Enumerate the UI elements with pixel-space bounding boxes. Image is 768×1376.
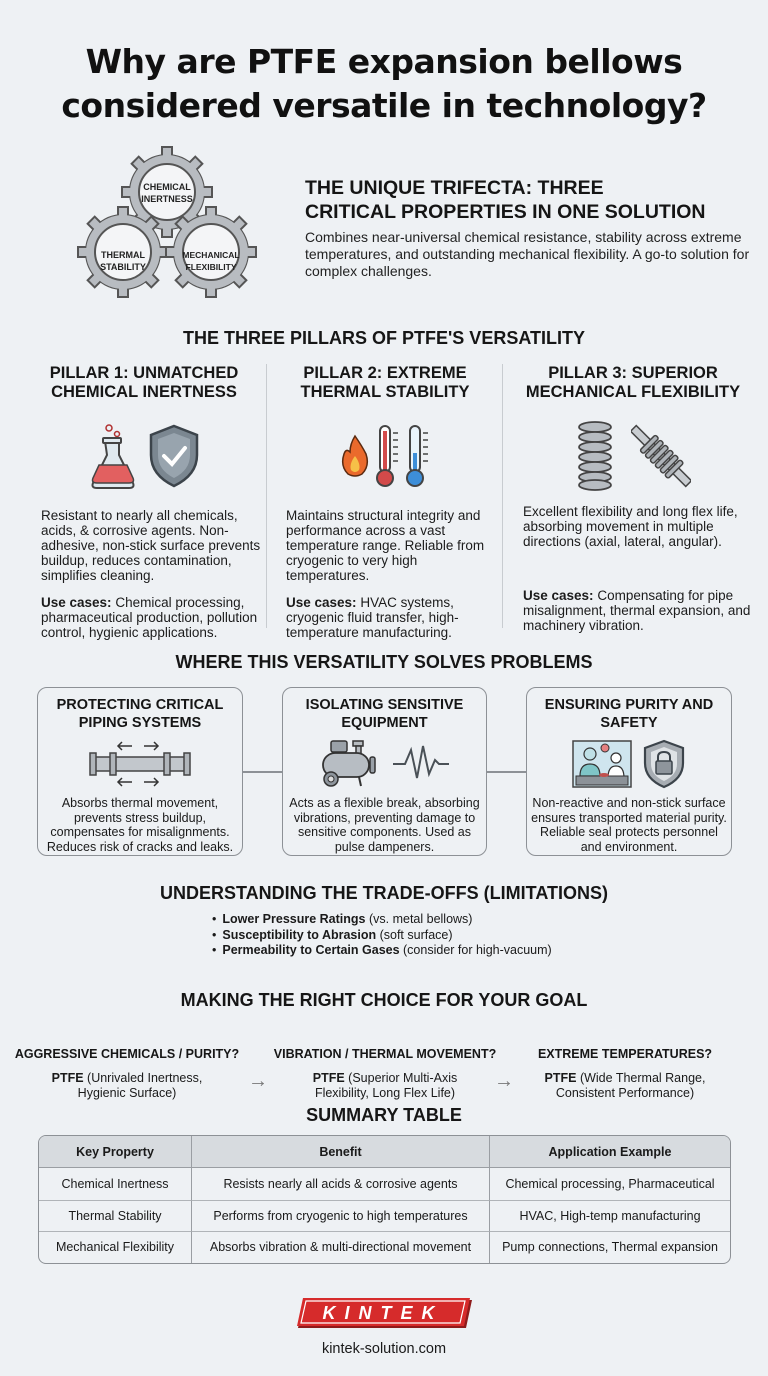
page-title <box>0 40 768 128</box>
summary-title: SUMMARY TABLE <box>306 1105 462 1125</box>
table-cell: Mechanical Flexibility <box>39 1231 191 1263</box>
compressor-icon <box>319 739 381 789</box>
card-connector <box>486 771 526 773</box>
card-description: Acts as a flexible break, absorbing vibrations, preventing damage to sensitive components. Used as pulse dampeners. <box>289 796 480 854</box>
limitations-list <box>212 912 552 959</box>
svg-text:CHEMICAL: CHEMICAL <box>143 182 191 192</box>
pillar-title: PILLAR 1: UNMATCHED CHEMICAL INERTNESS <box>49 364 239 401</box>
vibration-wave-icon <box>391 742 451 786</box>
limitation-item: • Permeability to Certain Gases (consider for high-vacuum) <box>212 943 552 959</box>
goal-temperatures <box>500 1047 750 1101</box>
pillar-title: PILLAR 3: SUPERIOR MECHANICAL FLEXIBILITY <box>525 364 741 401</box>
pillars-section-title: THE THREE PILLARS OF PTFE'S VERSATILITY <box>183 328 585 348</box>
table-cell: Chemical Inertness <box>61 1176 169 1191</box>
limitation-item: • Lower Pressure Ratings (vs. metal bellows) <box>212 912 552 928</box>
svg-text:THERMAL: THERMAL <box>101 250 145 260</box>
table-row <box>39 1200 730 1232</box>
column-header: Application Example <box>489 1136 730 1168</box>
pillar-description: Resistant to nearly all chemicals, acids, & corrosive agents. Non-adhesive, non-stick surface prevents buildup, reduces contamination, simplifies cleaning. <box>41 508 261 583</box>
table-row <box>39 1168 730 1200</box>
trifecta-heading-line-2: CRITICAL PROPERTIES IN ONE SOLUTION <box>305 201 706 223</box>
pillar-use-cases: Use cases: HVAC systems, cryogenic fluid transfer, high-temperature manufacturing. <box>286 595 459 640</box>
table-cell: Absorbs vibration & multi-directional movement <box>191 1231 489 1263</box>
card-description: Non-reactive and non-stick surface ensures transported material purity. Reliable seal protects personnel and environment. <box>531 796 727 854</box>
flask-icon <box>87 423 139 489</box>
goal-answer: PTFE (Wide Thermal Range, Consistent Performance) <box>544 1071 706 1100</box>
pillar-use-cases: Use cases: Compensating for pipe misalignment, thermal expansion, and machinery vibration. <box>523 588 751 633</box>
goal-answer: PTFE (Superior Multi-Axis Flexibility, Long Flex Life) <box>312 1071 458 1100</box>
table-cell: Thermal Stability <box>39 1200 191 1232</box>
pillar-title: PILLAR 2: EXTREME THERMAL STABILITY <box>300 364 470 401</box>
card-title: PROTECTING CRITICAL PIPING SYSTEMS <box>56 697 224 731</box>
thermometer-cold-icon <box>404 423 430 489</box>
pipe-expansion-icon <box>88 741 192 787</box>
column-header: Key Property <box>39 1136 191 1168</box>
flame-icon <box>340 434 370 478</box>
bellows-icon <box>631 421 691 491</box>
pillar-description: Maintains structural integrity and performance across a vast temperature range. Reliable from cryogenic to very high temperatures. <box>286 508 485 583</box>
goal-answer: PTFE (Unrivaled Inertness, Hygienic Surface) <box>51 1071 203 1100</box>
shield-check-icon <box>147 423 201 489</box>
goal-chemicals <box>2 1047 252 1101</box>
table-cell: Resists nearly all acids & corrosive agents <box>191 1168 489 1200</box>
goal-question: VIBRATION / THERMAL MOVEMENT? <box>273 1047 497 1061</box>
svg-text:KINTEK: KINTEK <box>322 1303 444 1323</box>
card-description: Absorbs thermal movement, prevents stress buildup, compensates for misalignments. Reduces risk of cracks and leaks. <box>46 796 234 854</box>
pillar-divider <box>266 364 267 628</box>
pillar-mechanical-flexibility <box>508 364 758 633</box>
goal-vibration <box>260 1047 510 1101</box>
svg-text:STABILITY: STABILITY <box>100 262 146 272</box>
table-cell: Performs from cryogenic to high temperatures <box>191 1200 489 1232</box>
card-title: ISOLATING SENSITIVE EQUIPMENT <box>305 697 464 731</box>
svg-text:FLEXIBILITY: FLEXIBILITY <box>185 262 237 272</box>
problem-card-piping <box>37 687 243 856</box>
limitation-item: • Susceptibility to Abrasion (soft surface) <box>212 928 552 944</box>
card-title: ENSURING PURITY AND SAFETY <box>544 697 714 731</box>
pillar-chemical-inertness <box>24 364 264 640</box>
arrow-right-icon: → <box>494 1070 514 1092</box>
pillar-use-cases: Use cases: Chemical processing, pharmaceutical production, pollution control, hygienic applications. <box>41 595 258 640</box>
spring-icon <box>575 421 615 491</box>
svg-text:MECHANICAL: MECHANICAL <box>182 250 240 260</box>
website-link[interactable]: kintek-solution.com <box>321 1341 447 1357</box>
trifecta-heading-line-1: THE UNIQUE TRIFECTA: THREE <box>305 177 604 199</box>
trifecta-description: Combines near-universal chemical resistance, stability across extreme temperatures, and outstanding mechanical flexibility. A go-to solution for complex challenges. <box>305 229 750 279</box>
table-cell: HVAC, High-temp manufacturing <box>489 1200 730 1232</box>
card-connector <box>242 771 282 773</box>
summary-table <box>38 1135 731 1264</box>
kintek-logo <box>296 1298 474 1330</box>
title-line-1: Why are PTFE expansion bellows <box>85 42 683 81</box>
trifecta-heading <box>305 176 745 224</box>
table-cell: Chemical processing, Pharmaceutical <box>489 1168 730 1200</box>
table-header-row <box>39 1136 730 1168</box>
lab-worker-icon <box>572 740 632 788</box>
problem-card-purity <box>526 687 732 856</box>
pillar-divider <box>502 364 503 628</box>
problem-card-equipment <box>282 687 487 856</box>
table-row <box>39 1231 730 1263</box>
shield-lock-icon <box>642 739 686 789</box>
thermometer-hot-icon <box>374 423 400 489</box>
title-line-2: considered versatile in technology? <box>61 86 707 125</box>
goal-question: AGGRESSIVE CHEMICALS / PURITY? <box>14 1047 240 1061</box>
limitations-title: UNDERSTANDING THE TRADE-OFFS (LIMITATIONS) <box>160 883 608 903</box>
svg-text:INERTNESS: INERTNESS <box>141 194 193 204</box>
arrow-right-icon: → <box>248 1070 268 1092</box>
goal-question: EXTREME TEMPERATURES? <box>537 1047 713 1061</box>
pillar-thermal-stability <box>270 364 500 640</box>
pillar-description: Excellent flexibility and long flex life, absorbing movement in multiple directions (axial, lateral, angular). <box>523 504 738 549</box>
table-cell: Pump connections, Thermal expansion <box>489 1231 730 1263</box>
choice-section-title: MAKING THE RIGHT CHOICE FOR YOUR GOAL <box>180 990 588 1010</box>
trifecta-gears-icon <box>76 140 258 300</box>
column-header: Benefit <box>191 1136 489 1168</box>
problems-section-title: WHERE THIS VERSATILITY SOLVES PROBLEMS <box>175 652 593 672</box>
